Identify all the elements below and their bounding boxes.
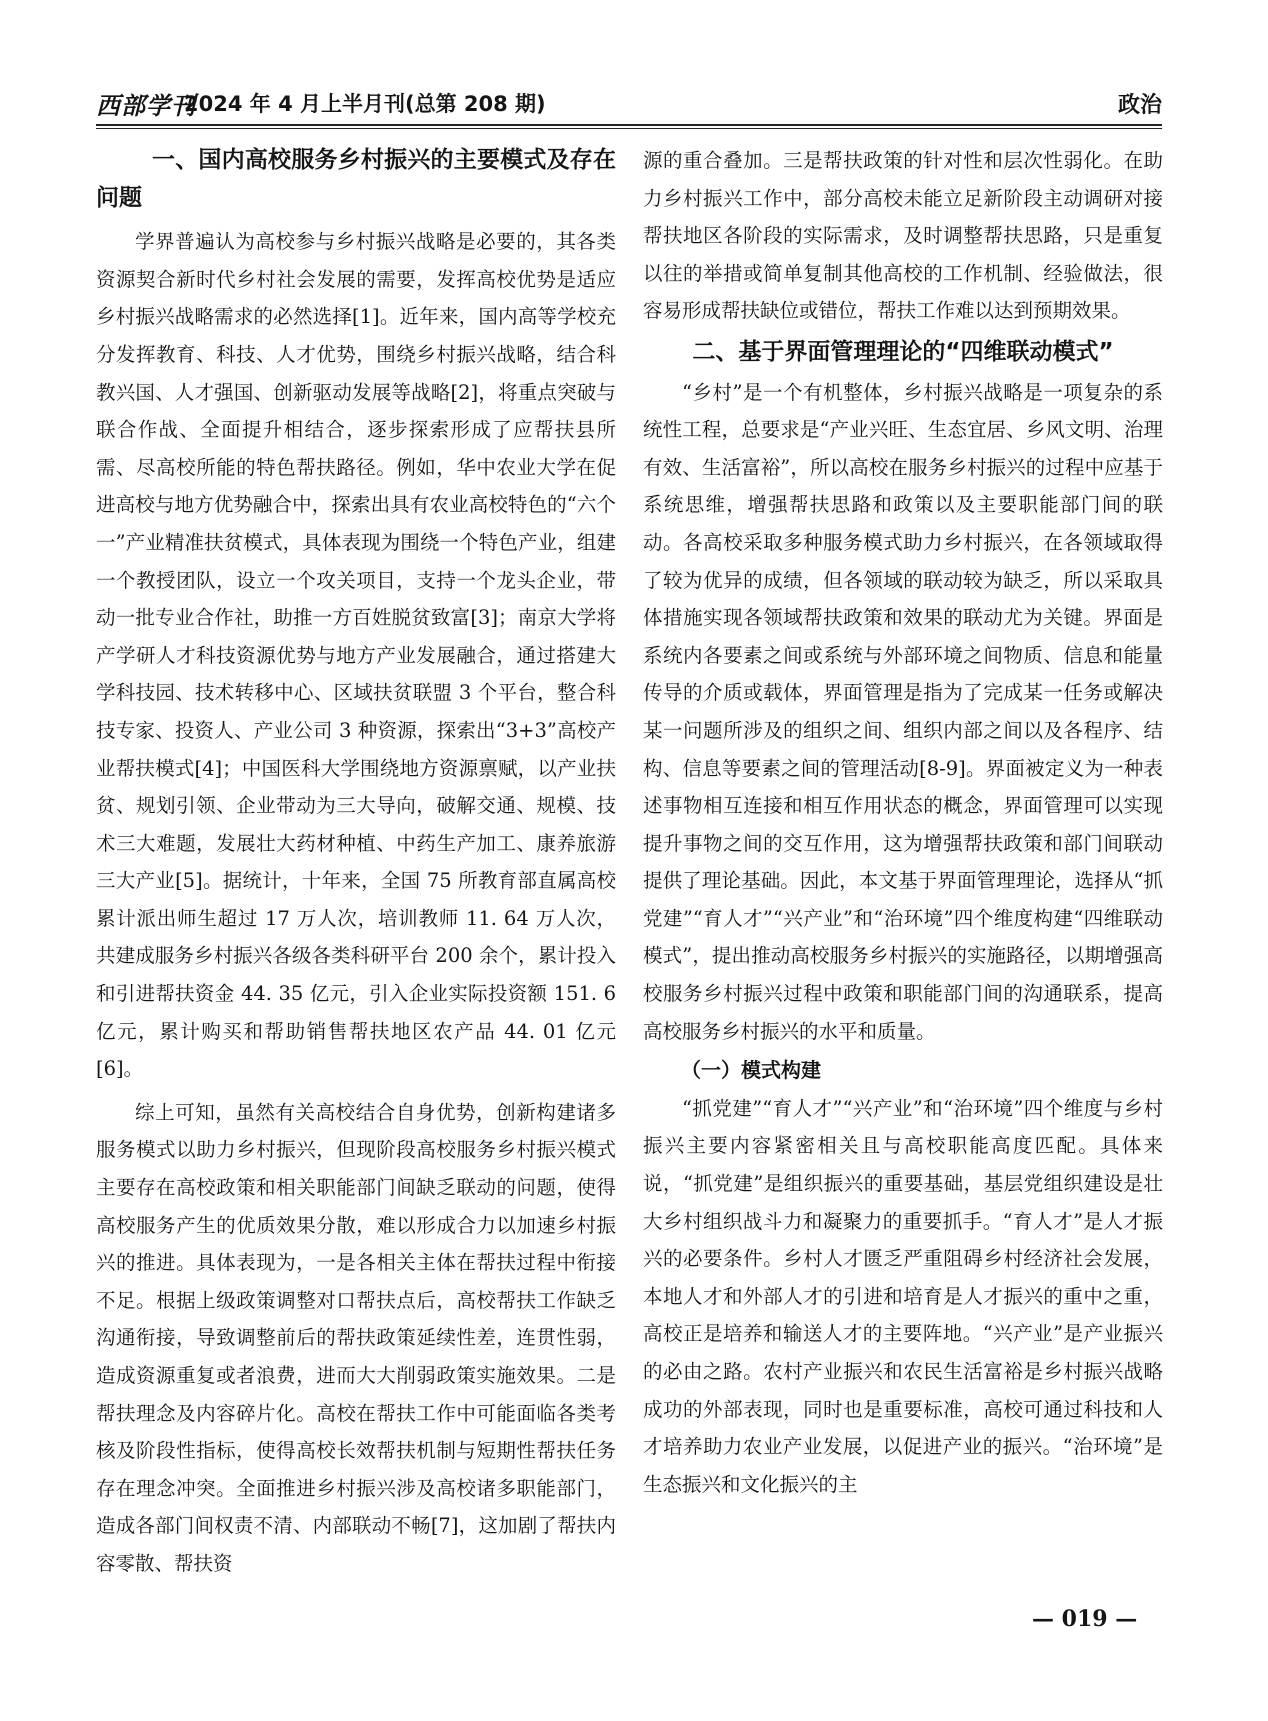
body-paragraph: 综上可知，虽然有关高校结合自身优势，创新构建诸多服务模式以助力乡村振兴，但现阶段高校服务乡村振兴模式主要存在高校政策和相关职能部门间缺乏联动的问题，使得高校服务产生的优质效果分散，难以形成合力以加速乡村振兴的推进。具体表现为，一是各相关主体在帮扶过程中衔接不足。根据上级政策调整对口帮扶点后，高校帮扶工作缺乏沟通衔接，导致调整前后的帮扶政策延续性差，连贯性弱，造成资源重复或者浪费，进而大大削弱政策实施效果。二是帮扶理念及内容碎片化。高校在帮扶工作中可能面临各类考核及阶段性指标，使得高校长效帮扶机制与短期性帮扶任务存在理念冲突。全面推进乡村振兴涉及高校诸多职能部门，造成各部门间权责不清、内部联动不畅[7]，这加剧了帮扶内容零散、帮扶资 bbox=[96, 1100, 616, 1575]
page-number: — 019 — bbox=[1032, 1606, 1138, 1632]
body-paragraph: “抓党建”“育人才”“兴产业”和“治环境”四个维度与乡村振兴主要内容紧密相关且与高校职能高度匹配。具体来说，“抓党建”是组织振兴的重要基础，基层党组织建设是壮大乡村组织战斗力和凝聚力的重要抓手。“育人才”是人才振兴的必要条件。乡村人才匮乏严重阻碍乡村经济社会发展，本地人才和外部人才的引进和培育是人才振兴的重中之重，高校正是培养和输送人才的主要阵地。“兴产业”是产业振兴的必由之路。农村产业振兴和农民生活富裕是乡村振兴战略成功的外部表现，同时也是重要标准，高校可通过科技和人才培养助力农业产业发展，以促进产业的振兴。“治环境”是生态振兴和文化振兴的主 bbox=[643, 1096, 1163, 1496]
header-rule bbox=[96, 124, 1162, 126]
section-tag: 政治 bbox=[1117, 93, 1162, 118]
left-column bbox=[96, 142, 616, 1583]
header-rule-thin bbox=[96, 128, 1162, 129]
issue-info: 2024 年 4 月上半月刊(总第 208 期) bbox=[184, 92, 546, 116]
running-header bbox=[96, 82, 1162, 122]
section-heading-2: 二、基于界面管理理论的“四维联动模式” bbox=[692, 338, 1114, 365]
body-paragraph: “乡村”是一个有机整体，乡村振兴战略是一项复杂的系统性工程，总要求是“产业兴旺、生态宜居、乡风文明、治理有效、生活富裕”，所以高校在服务乡村振兴的过程中应基于系统思维，增强帮扶思路和政策以及主要职能部门间的联动。各高校采取多种服务模式助力乡村振兴，在各领域取得了较为优异的成绩，但各领域的联动较为缺乏，所以采取具体措施实现各领域帮扶政策和效果的联动尤为关键。界面是系统内各要素之间或系统与外部环境之间物质、信息和能量传导的介质或载体，界面管理是指为了完成某一任务或解决某一问题所涉及的组织之间、组织内部之间以及各程序、结构、信息等要素之间的管理活动[8-9]。界面被定义为一种表述事物相互连接和相互作用状态的概念，界面管理可以实现提升事物之间的交互作用，这为增强帮扶政策和部门间联动提供了理论基础。因此，本文基于界面管理理论，选择从“抓党建”“育人才”“兴产业”和“治环境”四个维度构建“四维联动模式”，提出推动高校服务乡村振兴的实施路径，以期增强高校服务乡村振兴过程中政策和职能部门间的沟通联系，提高高校服务乡村振兴的水平和质量。 bbox=[643, 380, 1163, 1043]
subsection-heading: （一）模式构建 bbox=[681, 1058, 821, 1083]
body-paragraph-continued: 源的重合叠加。三是帮扶政策的针对性和层次性弱化。在助力乡村振兴工作中，部分高校未能立足新阶段主动调研对接帮扶地区各阶段的实际需求，及时调整帮扶思路，只是重复以往的举措或简单复制其他高校的工作机制、经验做法，很容易形成帮扶缺位或错位，帮扶工作难以达到预期效果。 bbox=[643, 149, 1163, 323]
body-paragraph: 学界普遍认为高校参与乡村振兴战略是必要的，其各类资源契合新时代乡村社会发展的需要，发挥高校优势是适应乡村振兴战略需求的必然选择[1]。近年来，国内高等学校充分发挥教育、科技、人才优势，围绕乡村振兴战略，结合科教兴国、人才强国、创新驱动发展等战略[2]，将重点突破与联合作战、全面提升相结合，逐步探索形成了应帮扶县所需、尽高校所能的特色帮扶路径。例如，华中农业大学在促进高校与地方优势融合中，探索出具有农业高校特色的“六个一”产业精准扶贫模式，具体表现为围绕一个特色产业，组建一个教授团队，设立一个攻关项目，支持一个龙头企业，带动一批专业合作社，助推一方百姓脱贫致富[3]；南京大学将产学研人才科技资源优势与地方产业发展融合，通过搭建大学科技园、技术转移中心、区域扶贫联盟 3 个平台，整合科技专家、投资人、产业公司 3 种资源，探索出“3+3”高校产业帮扶模式[4]；中国医科大学围绕地方资源禀赋，以产业扶贫、规划引领、企业带动为三大导向，破解交通、规模、技术三大难题，发展壮大药材种植、中药生产加工、康养旅游三大产业[5]。据统计，十年来，全国 75 所教育部直属高校累计派出师生超过 17 万人次，培训教师 11. 64 万人次，共建成服务乡村振兴各级各类科研平台 200 余个，累计投入和引进帮扶资金 44. 35 亿元，引入企业实际投资额 151. 6 亿元，累计购买和帮助销售帮扶地区农产品 44. 01 亿元[6]。 bbox=[96, 230, 616, 1081]
right-column bbox=[643, 142, 1163, 1503]
section-heading-1: 一、国内高校服务乡村振兴的主要模式及存在问题 bbox=[96, 147, 616, 211]
journal-logo: 西部学刊 bbox=[96, 91, 196, 120]
